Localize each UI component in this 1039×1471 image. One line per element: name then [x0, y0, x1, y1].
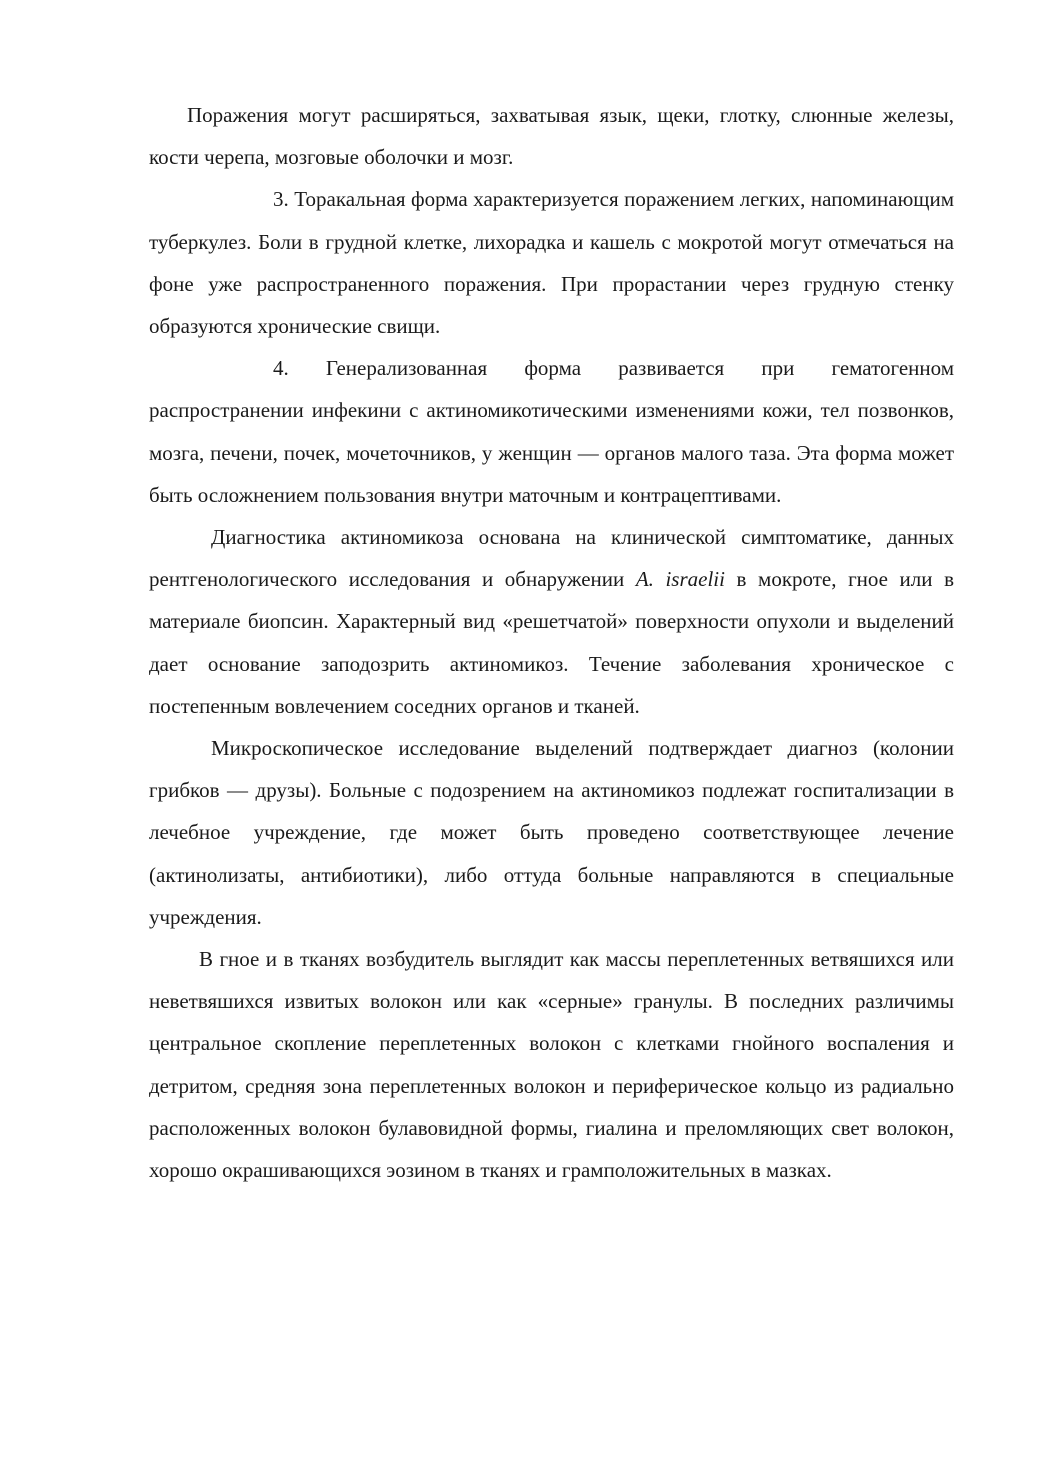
species-name: A. israelii: [635, 567, 725, 592]
paragraph-thoracic-form: [149, 178, 954, 347]
paragraph-text: Торакальная форма характеризуется поражением легких, напоминающим туберкулез. Боли в грудной клетке, лихорадка и кашель с мокротой могут отмечаться на фоне уже распространенного поражения. При прорастании через грудную стенку образуются хронические свищи.: [149, 187, 955, 339]
paragraph-generalized-form: [149, 347, 954, 516]
list-number: 4.: [273, 356, 289, 381]
paragraph-text: Генерализованная форма развивается при гематогенном распространении инфекини с актиномикотическими изменениями кожи, тел позвонков, мозга, печени, почек, мочеточников, у женщин — органов малого таза. Эта форма может быть осложнением пользования внутри маточным и контрацептивами.: [149, 356, 955, 507]
paragraph-pathogen-appearance: [149, 938, 954, 1191]
paragraph-text: Диагностика актиномикоза основана на клинической симптоматике, данных рентгенологического исследования и обнаружении: [149, 525, 954, 592]
paragraph-text: в мокроте, гное или в материале биопсин. Характерный вид «решетчатой» поверхности опухоли и выделений дает основание заподозрить актиномикоз. Течение заболевания хроническое с постепенным вовлечением соседних органов и тканей.: [149, 567, 955, 718]
document-page: [149, 94, 954, 1191]
paragraph-microscopy: [149, 727, 954, 938]
paragraph-lesion-spread: [149, 94, 954, 178]
paragraph-text: Поражения могут расширяться, захватывая язык, щеки, глотку, слюнные железы, кости черепа, мозговые оболочки и мозг.: [149, 103, 954, 170]
paragraph-text: В гное и в тканях возбудитель выглядит как массы переплетенных ветвяшихся или неветвяшихся извитых волокон или как «серные» гранулы. В последних различимы центральное скопление переплетенных волокон с клетками гнойного воспаления и детритом, средняя зона переплетенных волокон и периферическое кольцо из радиально расположенных волокон булавовидной формы, гиалина и преломляющих свет волокон, хорошо окрашивающихся эозином в тканях и грамположительных в мазках.: [149, 947, 954, 1183]
list-number: 3.: [273, 187, 289, 212]
paragraph-text: Микроскопическое исследование выделений подтверждает диагноз (колонии грибков — друзы). Больные с подозрением на актиномикоз подлежат госпитализации в лечебное учреждение, где может быть проведено соответствующее лечение (актинолизаты, антибиотики), либо оттуда больные направляются в специальные учреждения.: [149, 736, 954, 929]
paragraph-diagnostics: [149, 516, 954, 727]
